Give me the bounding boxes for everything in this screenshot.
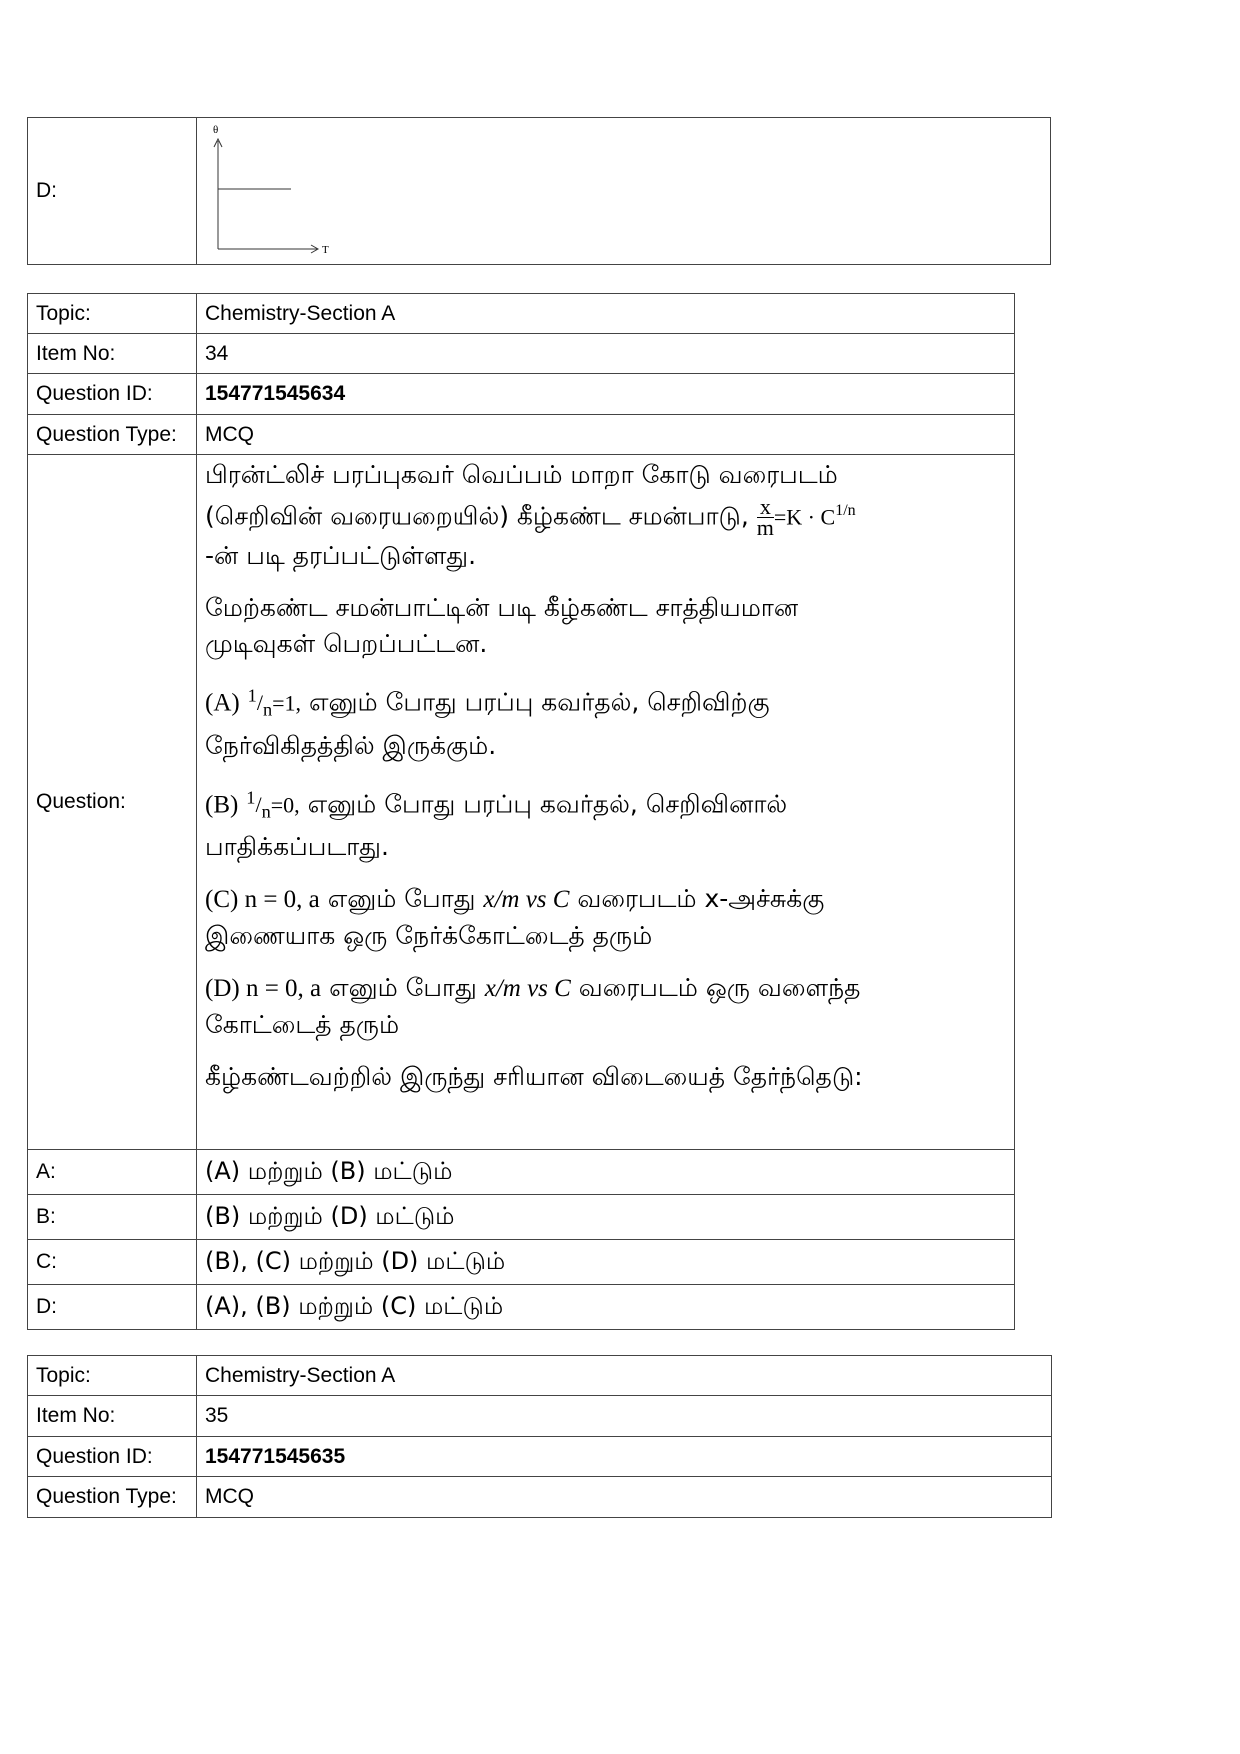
intro-line-2: (செறிவின் வரையறையில்) கீழ்கண்ட சமன்பாடு, (205, 501, 749, 531)
statement-d (205, 970, 1006, 1043)
statement-a-text-2: நேர்விகிதத்தில் இருக்கும். (205, 730, 497, 760)
graph-theta-vs-t (205, 119, 405, 264)
statement-b-eq: =0, (270, 791, 300, 817)
intro-line-3: -ன் படி தரப்பட்டுள்ளது. (205, 540, 477, 570)
topic-label: Topic: (28, 1356, 197, 1396)
fraction-den: n (262, 699, 273, 720)
para2-line-1: மேற்கண்ட சமன்பாட்டின் படி கீழ்கண்ட சாத்தியமான (205, 592, 799, 622)
option-b-text[interactable]: (B) மற்றும் (D) மட்டும் (197, 1195, 1015, 1240)
statement-c-text-1b: வரைபடம் x-அச்சுக்கு (577, 884, 825, 914)
statement-a-prefix: (A) (205, 689, 240, 717)
option-c-text[interactable]: (B), (C) மற்றும் (D) மட்டும் (197, 1240, 1015, 1285)
question-35-table (27, 1355, 1052, 1518)
question-type-label: Question Type: (28, 1477, 197, 1518)
question-id-label: Question ID: (28, 374, 197, 415)
question-intro (205, 457, 1006, 574)
question-id-value: 154771545635 (197, 1437, 1052, 1477)
topic-label: Topic: (28, 294, 197, 334)
option-d-text[interactable]: (A), (B) மற்றும் (C) மட்டும் (197, 1285, 1015, 1330)
item-no-label: Item No: (28, 1396, 197, 1437)
equation-numerator: x (757, 497, 774, 518)
question-body (197, 455, 1015, 1150)
option-d-label: D: (28, 1285, 197, 1330)
statement-d-text-1b: வரைபடம் ஒரு வளைந்த (578, 973, 861, 1003)
statement-a (205, 678, 1006, 764)
fraction-num: 1 (246, 787, 256, 808)
statement-c-text-2: இணையாக ஒரு நேர்க்கோட்டைத் தரும் (205, 921, 653, 951)
topic-value: Chemistry-Section A (197, 1356, 1052, 1396)
para2-line-2: முடிவுகள் பெறப்பட்டன. (205, 628, 488, 658)
x-axis-label: T (322, 243, 329, 256)
statement-b (205, 780, 1006, 866)
question-para-2 (205, 590, 1006, 662)
question-type-label: Question Type: (28, 415, 197, 455)
item-no-label: Item No: (28, 334, 197, 374)
statement-d-text-2: கோட்டைத் தரும் (205, 1010, 400, 1040)
statement-b-text-1: எனும் போது பரப்பு கவர்தல், செறிவினால் (307, 788, 788, 818)
option-a-label: A: (28, 1150, 197, 1195)
option-c-label: C: (28, 1240, 197, 1285)
statement-a-fraction: $^1/_n$ (247, 685, 273, 720)
statement-b-fraction: $^1/_n$ (246, 787, 271, 822)
topic-value: Chemistry-Section A (197, 294, 1015, 334)
statement-c-math: x/m vs C (483, 886, 570, 914)
question-label: Question: (28, 455, 197, 1150)
question-type-value: MCQ (197, 1477, 1052, 1518)
equation-fraction (756, 493, 774, 540)
equation-rhs: =K · C (773, 504, 836, 530)
item-no-value: 35 (197, 1396, 1052, 1437)
statement-a-eq: =1, (272, 690, 302, 716)
statement-a-text-1: எனும் போது பரப்பு கவர்தல், செறிவிற்கு (309, 687, 770, 717)
question-id-label: Question ID: (28, 1437, 197, 1477)
statement-c-prefix: (C) n = 0, a (205, 886, 320, 914)
fraction-num: 1 (247, 685, 257, 706)
statement-d-text-1a: எனும் போது (329, 973, 477, 1003)
item-no-value: 34 (197, 334, 1015, 374)
statement-c-text-1a: எனும் போது (327, 884, 476, 914)
fraction-den: n (261, 801, 271, 822)
option-b-label: B: (28, 1195, 197, 1240)
question-34-table (27, 293, 1015, 1330)
statement-b-text-2: பாதிக்கப்படாது. (205, 832, 389, 862)
statement-b-prefix: (B) (205, 790, 239, 818)
statement-c (205, 881, 1006, 954)
equation-exponent: 1/n (835, 502, 856, 519)
question-type-value: MCQ (197, 415, 1015, 455)
question-final-prompt: கீழ்கண்டவற்றில் இருந்து சரியான விடையைத் தேர்ந்தெடு: (205, 1062, 863, 1092)
question-id-value: 154771545634 (197, 374, 1015, 415)
option-a-text[interactable]: (A) மற்றும் (B) மட்டும் (197, 1150, 1015, 1195)
statement-d-math: x/m vs C (484, 975, 571, 1003)
option-graph-cell (197, 118, 1051, 265)
equation-denominator: m (756, 514, 774, 540)
prev-option-d-table (27, 117, 1051, 265)
intro-line-1: பிரன்ட்லிச் பரப்புகவர் வெப்பம் மாறா கோடு வரைபடம் (205, 460, 838, 489)
option-label: D: (28, 118, 197, 265)
y-axis-label: θ (213, 123, 219, 136)
statement-d-prefix: (D) n = 0, a (205, 975, 322, 1003)
